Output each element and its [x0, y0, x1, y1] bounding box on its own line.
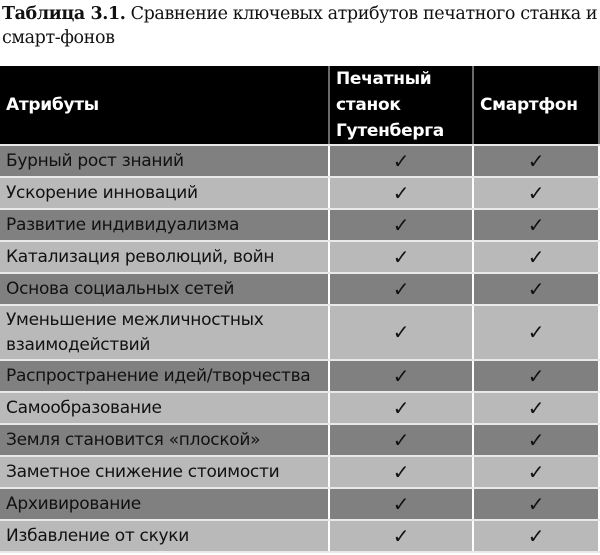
- check-icon: ✓: [329, 177, 473, 209]
- check-icon: ✓: [329, 424, 473, 456]
- attribute-cell: Заметное снижение стоимости: [0, 456, 329, 488]
- table-title: Сравнение ключевых атрибутов печатного станка и смарт-фонов: [2, 4, 598, 48]
- table-row: [0, 360, 599, 392]
- check-icon: ✓: [329, 145, 473, 177]
- table-row: [0, 520, 599, 552]
- header-row: [0, 66, 599, 145]
- table-row: [0, 241, 599, 273]
- check-icon: ✓: [473, 305, 599, 360]
- table-row: [0, 177, 599, 209]
- attribute-cell: Уменьшение межличностных взаимодействий: [0, 305, 329, 360]
- table-number: Таблица 3.1.: [2, 4, 126, 24]
- table-row: [0, 305, 599, 360]
- attribute-cell: Распространение идей/творчества: [0, 360, 329, 392]
- table-row: [0, 424, 599, 456]
- check-icon: ✓: [473, 273, 599, 305]
- check-icon: ✓: [329, 305, 473, 360]
- header-attributes: Атрибуты: [0, 66, 329, 145]
- check-icon: ✓: [329, 488, 473, 520]
- check-icon: ✓: [473, 360, 599, 392]
- attribute-cell: Избавление от скуки: [0, 520, 329, 552]
- check-icon: ✓: [329, 209, 473, 241]
- check-icon: ✓: [473, 392, 599, 424]
- attribute-cell: Развитие индивидуализма: [0, 209, 329, 241]
- check-icon: ✓: [473, 424, 599, 456]
- attribute-cell: Бурный рост знаний: [0, 145, 329, 177]
- attribute-cell: Земля становится «плоской»: [0, 424, 329, 456]
- check-icon: ✓: [473, 209, 599, 241]
- header-gutenberg: Печатный станок Гутенберга: [329, 66, 473, 145]
- table-row: [0, 392, 599, 424]
- table-row: [0, 273, 599, 305]
- table-row: [0, 456, 599, 488]
- table-row: [0, 209, 599, 241]
- attribute-cell: Основа социальных сетей: [0, 273, 329, 305]
- attribute-cell: Архивирование: [0, 488, 329, 520]
- check-icon: ✓: [473, 520, 599, 552]
- check-icon: ✓: [329, 520, 473, 552]
- check-icon: ✓: [329, 273, 473, 305]
- table-row: [0, 488, 599, 520]
- attribute-cell: Катализация революций, войн: [0, 241, 329, 273]
- table-caption: [2, 2, 598, 50]
- check-icon: ✓: [329, 360, 473, 392]
- check-icon: ✓: [473, 145, 599, 177]
- header-smartphone: Смартфон: [473, 66, 599, 145]
- check-icon: ✓: [329, 241, 473, 273]
- check-icon: ✓: [473, 241, 599, 273]
- check-icon: ✓: [473, 456, 599, 488]
- table-row: [0, 145, 599, 177]
- check-icon: ✓: [329, 456, 473, 488]
- attribute-cell: Ускорение инноваций: [0, 177, 329, 209]
- check-icon: ✓: [473, 488, 599, 520]
- check-icon: ✓: [473, 177, 599, 209]
- comparison-table: [0, 66, 600, 553]
- check-icon: ✓: [329, 392, 473, 424]
- attribute-cell: Самообразование: [0, 392, 329, 424]
